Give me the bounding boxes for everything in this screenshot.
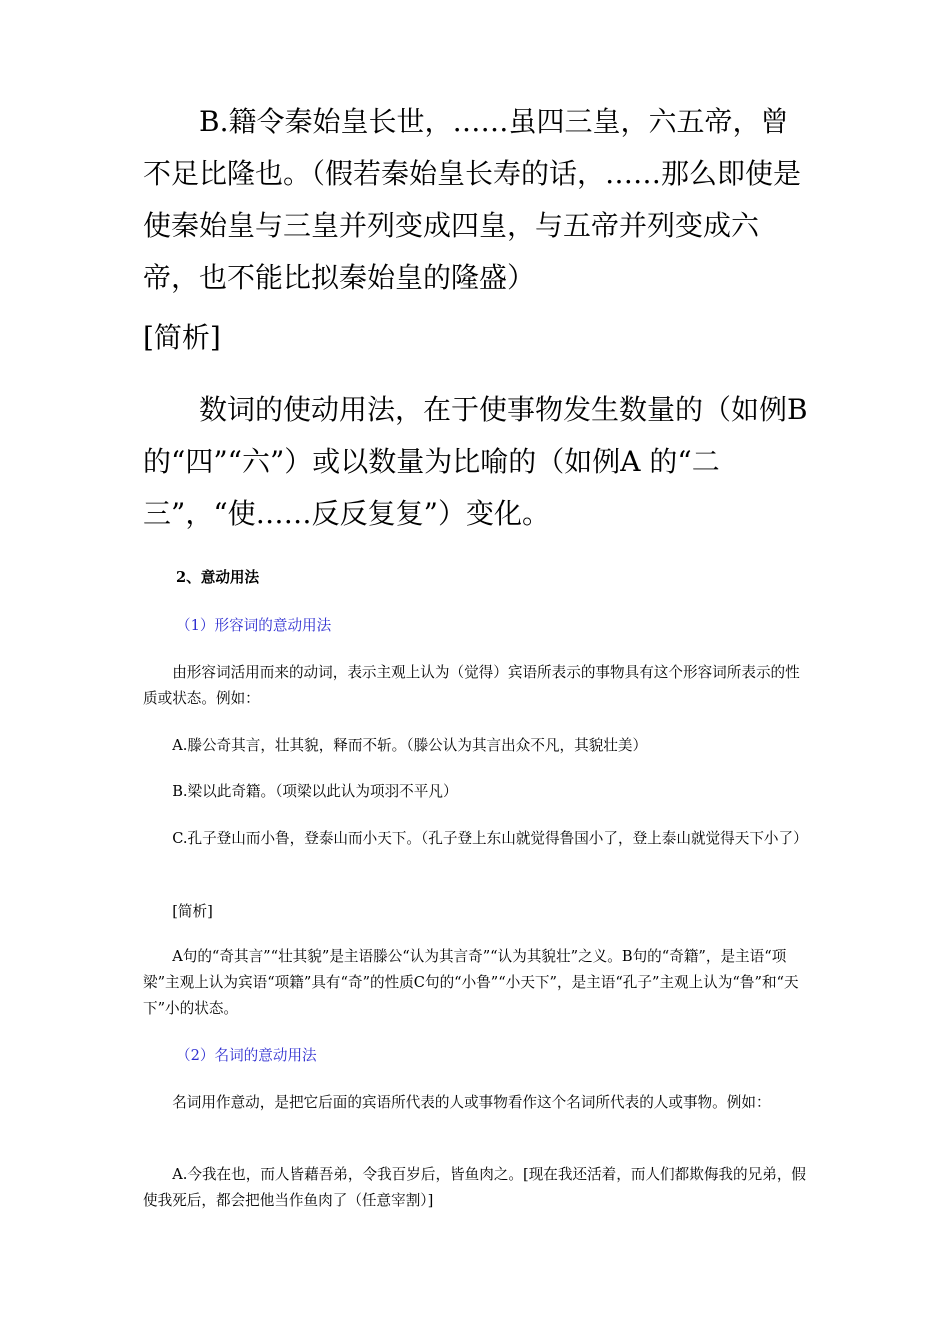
- section-heading: 2、意动用法: [176, 569, 260, 586]
- analysis-heading: [简析]: [143, 321, 221, 354]
- analysis-heading-small: [简析]: [172, 903, 213, 920]
- analysis-paragraph-small: A句的“奇其言”“壮其貌”是主语滕公“认为其言奇”“认为其貌壮”之义。B句的“奇籍”，是主语“项梁”主观上认为宾语“项籍”具有“奇”的性质C句的“小鲁”“小天下”，是主语“孔子”主观上认为“鲁”和“天下”小的状态。: [143, 948, 799, 1017]
- definition-paragraph-2: 名词用作意动，是把它后面的宾语所代表的人或事物看作这个名词所代表的人或事物。例如：: [172, 1094, 771, 1111]
- subsection-heading-2: （2）名词的意动用法: [176, 1047, 317, 1064]
- subsection-heading: （1）形容词的意动用法: [176, 617, 332, 634]
- example-a-2: A.今我在也，而人皆藉吾弟，令我百岁后，皆鱼肉之。[现在我还活着，而人们都欺侮我的兄弟，假使我死后，都会把他当作鱼肉了（任意宰割）]: [143, 1166, 807, 1209]
- example-a: A.滕公奇其言，壮其貌，释而不斩。（滕公认为其言出众不凡，其貌壮美）: [172, 737, 648, 754]
- definition-paragraph: 由形容词活用而来的动词，表示主观上认为（觉得）宾语所表示的事物具有这个形容词所表示的性质或状态。例如：: [143, 664, 800, 707]
- example-b: B.梁以此奇籍。（项梁以此认为项羽不平凡）: [172, 783, 458, 800]
- analysis-paragraph: 数词的使动用法，在于使事物发生数量的（如例B 的“四”“六”）或以数量为比喻的（如例A 的“二三”，“使……反反复复”）变化。: [143, 393, 808, 530]
- example-c: C.孔子登山而小鲁，登泰山而小天下。（孔子登上东山就觉得鲁国小了，登上泰山就觉得天下小了）: [172, 830, 808, 847]
- example-b-paragraph: B.籍令秦始皇长世，……虽四三皇，六五帝，曾不足比隆也。（假若秦始皇长寿的话，……那么即使是使秦始皇与三皇并列变成四皇，与五帝并列变成六帝，也不能比拟秦始皇的隆盛）: [143, 105, 802, 294]
